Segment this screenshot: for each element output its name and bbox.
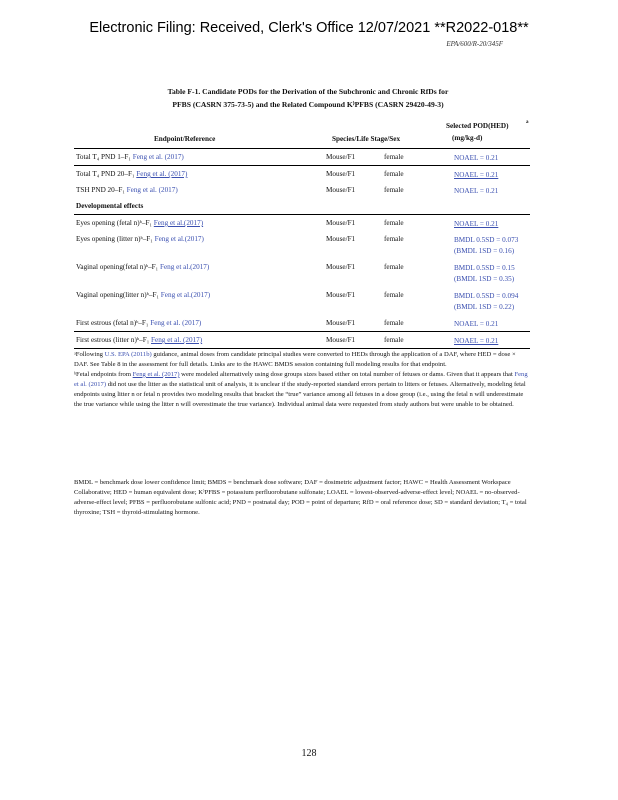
- abbreviations: BMDL = benchmark dose lower confidence limit; BMDS = benchmark dose software; DAF = dosimetric adjustment factor; HAWC = Health Assessment Workspace Collaborative; HED = human equivalent dose; K⁾PFBS = potassium perfluorobutane sulfonate; LOAEL = lowest-observed-adverse-effect level; NOAEL = no-observed-adverse-effect level; PFBS = perfluorobutane sulfonic acid; PND = postnatal day; POD = point of departure; RfD = oral reference dose; SD = standard deviation; T₄ = total thyroxine; TSH = thyroid-stimulating hormone.: [74, 479, 527, 516]
- species-cell: Mouse/F1: [326, 291, 356, 299]
- reference-link[interactable]: Feng et al. (2017): [136, 170, 188, 178]
- pod-table: [74, 120, 530, 349]
- endpoint-cell: Eyes opening (fetal n)ᵇ–F₁ Feng et al.(2017): [76, 219, 204, 227]
- table-caption-line2: PFBS (CASRN 375-73-5) and the Related Compound K⁾PFBS (CASRN 29420-49-3): [172, 100, 444, 109]
- endpoint-cell: TSH PND 20–F₁ Feng et al. (2017): [76, 186, 178, 194]
- table-footnotes: [74, 350, 530, 409]
- table-row: [74, 287, 530, 315]
- footnote-link[interactable]: U.S. EPA (2011b): [104, 351, 152, 358]
- table-row: [74, 182, 530, 198]
- sex-cell: female: [384, 263, 404, 271]
- page-number: 128: [301, 748, 317, 759]
- reference-link[interactable]: Feng et al.(2017): [159, 263, 210, 271]
- sex-cell: female: [384, 219, 404, 227]
- sex-cell: female: [384, 336, 404, 344]
- header-species: Species/Life Stage/Sex: [332, 135, 401, 143]
- sex-cell: female: [384, 170, 404, 178]
- endpoint-cell: Total T₄ PND 1–F₁ Feng et al. (2017): [76, 153, 184, 161]
- table-row: [74, 315, 530, 331]
- table-row: [74, 149, 530, 166]
- table-caption-line1: Table F-1. Candidate PODs for the Derivation of the Subchronic and Chronic RfDs for: [167, 87, 449, 96]
- endpoint-cell: Total T₄ PND 20–F₁ Feng et al. (2017): [76, 170, 188, 178]
- table-row: [74, 215, 530, 231]
- table-row: [74, 166, 530, 182]
- sex-cell: female: [384, 153, 404, 161]
- header-pod-line1: Selected POD(HED): [446, 122, 509, 130]
- species-cell: Mouse/F1: [326, 170, 356, 178]
- table-row: [74, 231, 530, 259]
- footnote-link[interactable]: Feng et al. (2017): [132, 370, 180, 378]
- section-row: [74, 198, 530, 215]
- reference-link[interactable]: Feng et al. (2017): [150, 319, 202, 327]
- table-row: [74, 259, 530, 287]
- species-cell: Mouse/F1: [326, 336, 356, 344]
- sex-cell: female: [384, 186, 404, 194]
- pod-cell[interactable]: NOAEL = 0.21: [454, 220, 499, 228]
- species-cell: Mouse/F1: [326, 319, 356, 327]
- endpoint-cell: Vaginal opening(fetal n)ᵇ–F₁ Feng et al.(2017): [76, 263, 210, 271]
- species-cell: Mouse/F1: [326, 153, 356, 161]
- footnote-a: ᵃFollowing U.S. EPA (2011b) guidance, animal doses from candidate principal studies were converted to HEDs through the application of a DAF, where HED = dose × DAF. See Table 8 in the assessment for full details. Links are to the HAWC BMDS session containing full modeling results for that endpoint.: [74, 351, 516, 368]
- pod-cell[interactable]: NOAEL = 0.21: [454, 320, 499, 328]
- table-header: [74, 120, 530, 149]
- endpoint-cell: First estrous (fetal n)ᵇ–F₁ Feng et al. (2017): [76, 319, 202, 327]
- footnote-link[interactable]: Feng et al. (2017): [74, 370, 528, 388]
- header-pod-line2: (mg/kg-d): [452, 134, 483, 142]
- species-cell: Mouse/F1: [326, 219, 356, 227]
- endpoint-cell: First estrous (litter n)ᵇ–F₁ Feng et al. (2017): [76, 336, 203, 344]
- reference-link[interactable]: Feng et al. (2017): [151, 336, 203, 344]
- reference-link[interactable]: Feng et al.(2017): [160, 291, 211, 299]
- pod-cell[interactable]: BMDL 0.5SD = 0.073 (BMDL 1SD = 0.16): [454, 236, 519, 255]
- pod-cell[interactable]: BMDL 0.5SD = 0.094 (BMDL 1SD = 0.22): [454, 292, 519, 311]
- pod-cell[interactable]: NOAEL = 0.21: [454, 187, 499, 195]
- pod-cell[interactable]: NOAEL = 0.21: [454, 154, 499, 162]
- table-row: [74, 331, 530, 349]
- table-caption: [78, 85, 538, 111]
- pod-cell[interactable]: NOAEL = 0.21: [454, 337, 499, 345]
- header-pod-footnote: a: [526, 120, 529, 125]
- pod-cell[interactable]: NOAEL = 0.21: [454, 171, 499, 179]
- reference-link[interactable]: Feng et al. (2017): [126, 186, 178, 194]
- reference-link[interactable]: Feng et al.(2017): [153, 219, 204, 227]
- filing-header: Electronic Filing: Received, Clerk's Office 12/07/2021 **R2022-018**: [89, 20, 529, 36]
- sex-cell: female: [384, 291, 404, 299]
- section-label: Developmental effects: [76, 202, 144, 210]
- endpoint-cell: Eyes opening (litter n)ᵇ–F₁ Feng et al.(2017): [76, 235, 204, 243]
- species-cell: Mouse/F1: [326, 186, 356, 194]
- sex-cell: female: [384, 319, 404, 327]
- footnote-b: ᵇFetal endpoints from Feng et al. (2017) were modeled alternatively using dose groups sizes based either on total number of fetuses or dams. Given that it appears that Feng et al. (2017) did not use the litter as the statistical unit of analysis, it is unclear if the study-reported standard errors pertain to litters or fetuses. Alternatively, modeling fetal endpoints using litter n or fetal n provides two modeling results that bracket the “true” variance among all fetuses in a dose group (i.e., using the fetal n will underestimate the true variance while using the litter n will overestimate the true variance). Individual animal data were requested from study authors but were unable to be obtained.: [74, 370, 528, 408]
- document-id: EPA/600/R-20/345F: [446, 40, 503, 48]
- species-cell: Mouse/F1: [326, 235, 356, 243]
- species-cell: Mouse/F1: [326, 263, 356, 271]
- reference-link[interactable]: Feng et al. (2017): [132, 153, 184, 161]
- endpoint-cell: Vaginal opening(litter n)ᵇ–F₁ Feng et al.(2017): [76, 291, 211, 299]
- header-endpoint: Endpoint/Reference: [154, 135, 216, 143]
- sex-cell: female: [384, 235, 404, 243]
- reference-link[interactable]: Feng et al.(2017): [154, 235, 204, 243]
- pod-cell[interactable]: BMDL 0.5SD = 0.15 (BMDL 1SD = 0.35): [454, 264, 515, 283]
